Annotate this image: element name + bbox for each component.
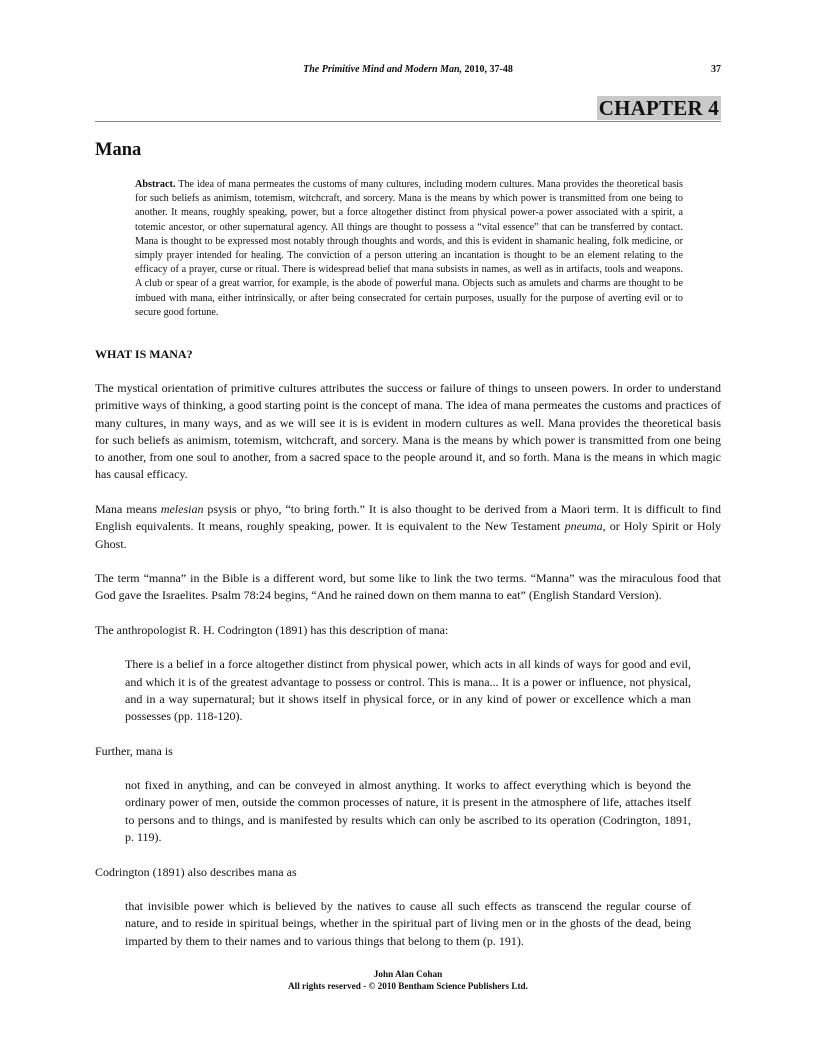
paragraph-5: Further, mana is — [95, 743, 173, 758]
paragraph-2-text-a: Mana means — [95, 501, 161, 516]
footer-author: John Alan Cohan — [373, 969, 443, 979]
block-quote-1: There is a belief in a force altogether distinct from physical power, which acts in all kinds of ways for good and evil, and which it is of the greatest advantage to possess or control. This is mana... It is a power or influence, not physical, and in a way supernatural; but it shows itself in physical force, or in any kind of power or excellence which a man possesses (pp. 118-120). — [125, 657, 691, 724]
abstract-text: The idea of mana permeates the customs of many cultures, including modern cultures. Mana provides the theoretical basis for such beliefs as animism, totemism, witchcraft, and sorcery. Mana is the means by which power is transmitted from one being to another. It means, roughly speaking, power, but a force altogether distinct from physical power-a power associated with a spirit, a totemic ancestor, or other supernatural agency. All things are thought to possess a “vital essence” that can be transferred by contact. Mana is thought to be expressed most notably through thoughts and words, and this is evident in shamanic healing, folk medicine, or simply prayer intended for healing. The conviction of a person uttering an incantation is thought to be an element relating to the efficacy of a prayer, curse or ritual. There is widespread belief that mana subsists in names, as well as in artifacts, tools and weapons. A club or spear of a great warrior, for example, is the abode of powerful mana. Objects such as amulets and charms are thought to be imbued with mana, either intrinsically, or after being consecrated for certain purposes, usually for the purpose of averting evil or to secure good fortune. — [135, 179, 683, 318]
footer-copyright: All rights reserved - © 2010 Bentham Science Publishers Ltd. — [288, 981, 528, 991]
paragraph-1: The mystical orientation of primitive cultures attributes the success or failure of things to unseen powers. In order to understand primitive ways of thinking, a good starting point is the concept of mana. The idea of mana permeates the customs and practices of many cultures, in many ways, and as we will see it is is evident in modern cultures as well. Mana provides the theoretical basis for such beliefs as animism, totemism, witchcraft, and sorcery. Mana is the means by which power is transmitted from one being to another, from one soul to another, from a sacred space to the people around it, and so forth. Mana is the means in which magic has causal efficacy. — [95, 381, 721, 482]
paragraph-2-italic-pneuma: pneuma, — [564, 519, 606, 534]
journal-title: The Primitive Mind and Modern Man, — [303, 64, 463, 75]
paragraph-2 — [95, 501, 721, 553]
journal-citation — [95, 64, 721, 75]
paragraph-6: Codrington (1891) also describes mana as — [95, 864, 297, 879]
paragraph-2-text-e: or Holy Spirit or Holy Ghost. — [95, 519, 721, 551]
abstract — [135, 178, 683, 320]
main-body — [95, 346, 721, 967]
paragraph-4: The anthropologist R. H. Codrington (1891) has this description of mana: — [95, 622, 449, 637]
journal-info: 2010, 37-48 — [462, 64, 513, 75]
page-number: 37 — [711, 64, 721, 75]
header-divider — [95, 121, 721, 122]
paragraph-2-italic-melesian: melesian — [160, 501, 204, 516]
abstract-label: Abstract. — [135, 179, 176, 190]
page-footer — [95, 968, 721, 992]
paragraph-3: The term “manna” in the Bible is a different word, but some like to link the two terms. “Manna” was the miraculous food that God gave the Israelites. Psalm 78:24 begins, “And he rained down on them manna to eat” (English Standard Version). — [95, 571, 721, 603]
chapter-label: CHAPTER 4 — [598, 96, 719, 120]
chapter-title: Mana — [95, 140, 142, 160]
block-quote-2: not fixed in anything, and can be conveyed in almost anything. It works to affect everything which is beyond the ordinary power of men, outside the common processes of nature, it is present in the atmosphere of life, attaches itself to persons and to things, and is manifested by results which can only be ascribed to its operation (Codrington, 1891, p. 119). — [125, 778, 691, 845]
running-head — [95, 64, 721, 80]
section-heading: WHAT IS MANA? — [95, 347, 193, 361]
paragraph-2-text-c: psysis or phyo, “to bring forth.” It is also thought to be derived from a Maori term. It is difficult to find English equivalents. It means, roughly speaking, power. It is equivalent to the New Testament — [95, 501, 721, 534]
block-quote-3: that invisible power which is believed by the natives to cause all such effects as transcend the regular course of nature, and to reside in spiritual beings, whether in the spiritual part of living men or in the ghosts of the dead, being imparted by them to their names and to various things that belong to them (p. 191). — [125, 899, 691, 948]
